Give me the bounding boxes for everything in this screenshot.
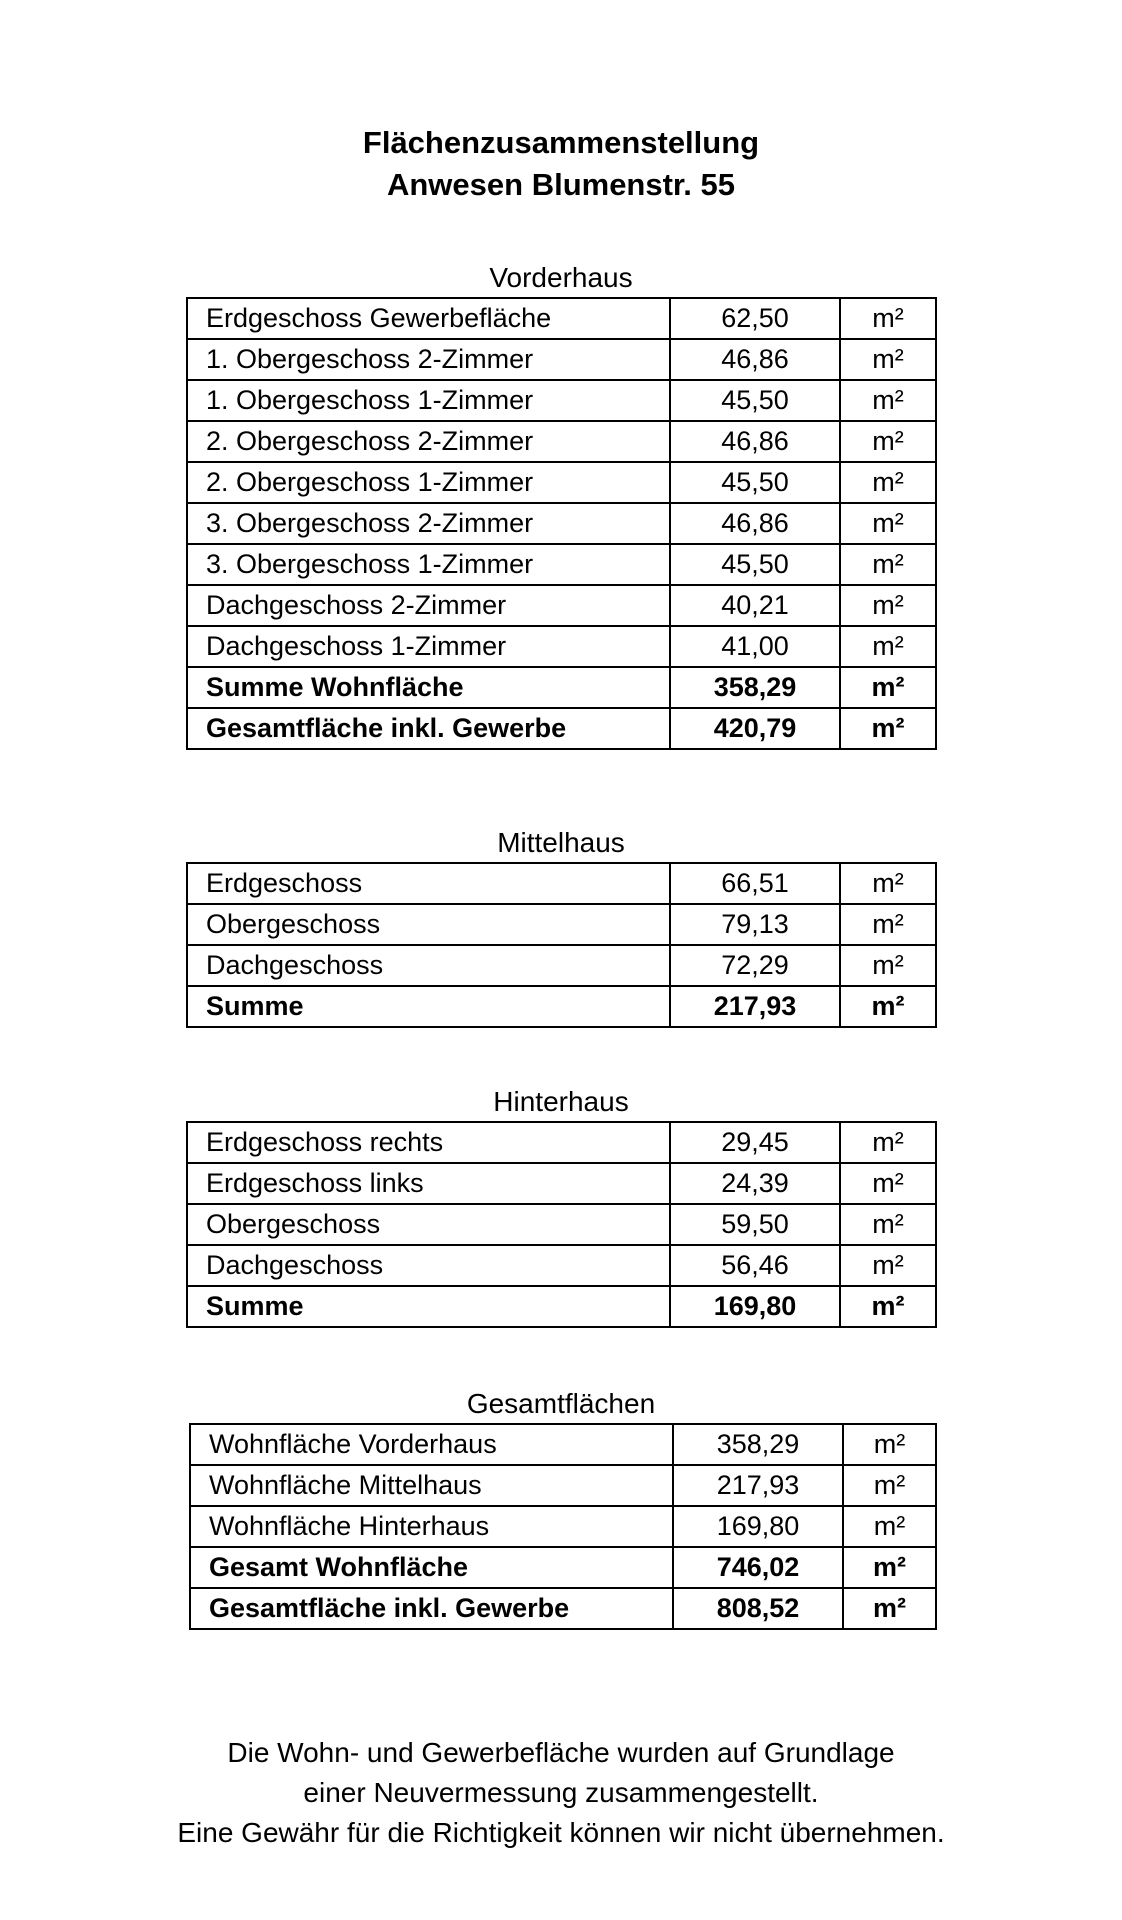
- row-label: Summe Wohnfläche: [187, 667, 670, 708]
- table-body: [187, 1122, 936, 1327]
- table-row: [190, 1465, 936, 1506]
- title-line-1: Flächenzusammenstellung: [362, 125, 760, 160]
- row-area-value: 66,51: [670, 863, 840, 904]
- table-row: [187, 503, 936, 544]
- row-unit: m²: [843, 1547, 936, 1588]
- row-area-value: 79,13: [670, 904, 840, 945]
- row-label: Gesamtfläche inkl. Gewerbe: [190, 1588, 673, 1629]
- row-area-value: 217,93: [673, 1465, 843, 1506]
- row-unit: m²: [840, 339, 936, 380]
- row-unit: m²: [840, 1286, 936, 1327]
- row-label: Dachgeschoss 2-Zimmer: [187, 585, 670, 626]
- row-area-value: 24,39: [670, 1163, 840, 1204]
- row-area-value: 169,80: [670, 1286, 840, 1327]
- table-row: [187, 298, 936, 339]
- row-area-value: 41,00: [670, 626, 840, 667]
- table-row: [187, 421, 936, 462]
- table-row: [187, 626, 936, 667]
- row-unit: m²: [840, 945, 936, 986]
- area-table-mittelhaus: [186, 862, 937, 1028]
- row-unit: m²: [840, 462, 936, 503]
- document-title: [0, 122, 1122, 206]
- row-unit: m²: [840, 298, 936, 339]
- row-area-value: 56,46: [670, 1245, 840, 1286]
- row-area-value: 46,86: [670, 421, 840, 462]
- section-mittelhaus: [0, 824, 1122, 1028]
- row-unit: m²: [840, 1204, 936, 1245]
- row-label: Wohnfläche Vorderhaus: [190, 1424, 673, 1465]
- disclaimer-footnote: [0, 1733, 1122, 1853]
- row-unit: m²: [843, 1588, 936, 1629]
- row-area-value: 169,80: [673, 1506, 843, 1547]
- footnote-line-2: einer Neuvermessung zusammengestellt.: [303, 1777, 819, 1808]
- area-table-vorderhaus: [186, 297, 937, 750]
- row-label: Dachgeschoss 1-Zimmer: [187, 626, 670, 667]
- row-label: Wohnfläche Hinterhaus: [190, 1506, 673, 1547]
- section-heading: Mittelhaus: [497, 827, 625, 858]
- row-unit: m²: [840, 708, 936, 749]
- row-unit: m²: [840, 1245, 936, 1286]
- table-total-row: [190, 1547, 936, 1588]
- row-area-value: 808,52: [673, 1588, 843, 1629]
- area-table-hinterhaus: [186, 1121, 937, 1328]
- row-label: 2. Obergeschoss 1-Zimmer: [187, 462, 670, 503]
- row-unit: m²: [840, 1163, 936, 1204]
- table-row: [187, 863, 936, 904]
- row-unit: m²: [840, 421, 936, 462]
- row-area-value: 72,29: [670, 945, 840, 986]
- row-area-value: 40,21: [670, 585, 840, 626]
- table-row: [187, 544, 936, 585]
- row-label: Obergeschoss: [187, 904, 670, 945]
- section-heading: Vorderhaus: [489, 262, 633, 293]
- row-unit: m²: [843, 1506, 936, 1547]
- row-area-value: 45,50: [670, 544, 840, 585]
- section-heading: Hinterhaus: [493, 1086, 629, 1117]
- row-unit: m²: [843, 1424, 936, 1465]
- row-label: Gesamt Wohnfläche: [190, 1547, 673, 1588]
- row-unit: m²: [840, 986, 936, 1027]
- row-unit: m²: [840, 863, 936, 904]
- table-row: [187, 585, 936, 626]
- table-total-row: [187, 1286, 936, 1327]
- row-area-value: 358,29: [673, 1424, 843, 1465]
- table-body: [187, 298, 936, 749]
- row-label: Erdgeschoss Gewerbefläche: [187, 298, 670, 339]
- row-area-value: 46,86: [670, 339, 840, 380]
- table-total-row: [187, 708, 936, 749]
- row-area-value: 746,02: [673, 1547, 843, 1588]
- row-unit: m²: [840, 904, 936, 945]
- table-body: [187, 863, 936, 1027]
- section-hinterhaus: [0, 1083, 1122, 1328]
- row-area-value: 420,79: [670, 708, 840, 749]
- row-area-value: 45,50: [670, 462, 840, 503]
- row-unit: m²: [840, 585, 936, 626]
- row-area-value: 46,86: [670, 503, 840, 544]
- section-gesamtflaechen: [0, 1385, 1122, 1630]
- row-label: Erdgeschoss: [187, 863, 670, 904]
- row-unit: m²: [843, 1465, 936, 1506]
- table-row: [187, 339, 936, 380]
- table-row: [187, 1204, 936, 1245]
- title-line-2: Anwesen Blumenstr. 55: [386, 167, 735, 202]
- area-table-gesamtflaechen: [189, 1423, 937, 1630]
- table-row: [187, 462, 936, 503]
- row-label: Summe: [187, 986, 670, 1027]
- row-unit: m²: [840, 667, 936, 708]
- section-vorderhaus: [0, 259, 1122, 750]
- table-body: [190, 1424, 936, 1629]
- table-row: [187, 945, 936, 986]
- row-label: Summe: [187, 1286, 670, 1327]
- row-area-value: 45,50: [670, 380, 840, 421]
- table-row: [187, 904, 936, 945]
- row-label: Erdgeschoss links: [187, 1163, 670, 1204]
- table-row: [187, 1163, 936, 1204]
- row-area-value: 59,50: [670, 1204, 840, 1245]
- row-area-value: 29,45: [670, 1122, 840, 1163]
- row-label: 2. Obergeschoss 2-Zimmer: [187, 421, 670, 462]
- row-label: Wohnfläche Mittelhaus: [190, 1465, 673, 1506]
- row-unit: m²: [840, 1122, 936, 1163]
- row-label: Obergeschoss: [187, 1204, 670, 1245]
- row-area-value: 62,50: [670, 298, 840, 339]
- table-row: [187, 380, 936, 421]
- row-unit: m²: [840, 503, 936, 544]
- table-row: [187, 1122, 936, 1163]
- table-total-row: [187, 667, 936, 708]
- row-label: Gesamtfläche inkl. Gewerbe: [187, 708, 670, 749]
- row-unit: m²: [840, 626, 936, 667]
- table-row: [187, 1245, 936, 1286]
- row-label: Erdgeschoss rechts: [187, 1122, 670, 1163]
- footnote-line-1: Die Wohn- und Gewerbefläche wurden auf Grundlage: [227, 1737, 895, 1768]
- table-total-row: [187, 986, 936, 1027]
- row-label: 1. Obergeschoss 1-Zimmer: [187, 380, 670, 421]
- row-unit: m²: [840, 544, 936, 585]
- row-label: 3. Obergeschoss 2-Zimmer: [187, 503, 670, 544]
- footnote-line-3: Eine Gewähr für die Richtigkeit können wir nicht übernehmen.: [177, 1817, 945, 1848]
- table-row: [190, 1424, 936, 1465]
- row-label: Dachgeschoss: [187, 945, 670, 986]
- table-total-row: [190, 1588, 936, 1629]
- table-row: [190, 1506, 936, 1547]
- row-label: 1. Obergeschoss 2-Zimmer: [187, 339, 670, 380]
- row-area-value: 358,29: [670, 667, 840, 708]
- section-heading: Gesamtflächen: [466, 1388, 656, 1419]
- row-area-value: 217,93: [670, 986, 840, 1027]
- row-label: Dachgeschoss: [187, 1245, 670, 1286]
- row-label: 3. Obergeschoss 1-Zimmer: [187, 544, 670, 585]
- row-unit: m²: [840, 380, 936, 421]
